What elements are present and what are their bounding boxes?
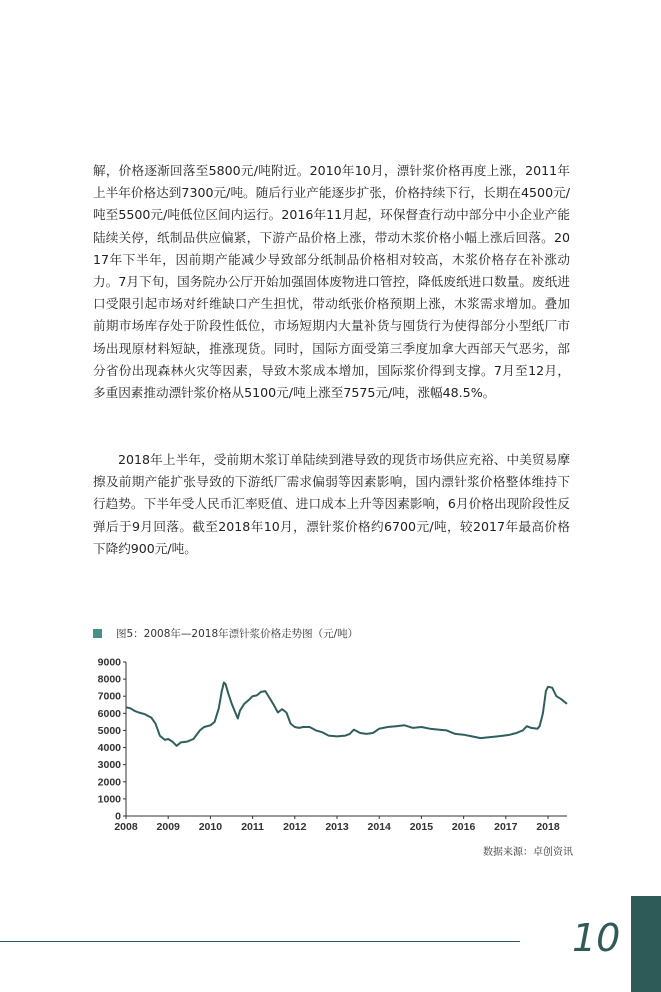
x-tick-label: 2008 — [114, 821, 138, 833]
x-tick-label: 2009 — [156, 821, 180, 833]
y-tick-label: 9000 — [97, 656, 121, 669]
figure-caption — [93, 626, 358, 641]
y-tick-label: 8000 — [97, 673, 121, 686]
x-tick-label: 2015 — [409, 821, 434, 833]
y-tick-label: 5000 — [97, 724, 121, 737]
x-tick-label: 2011 — [241, 821, 264, 833]
pulp-price-line — [126, 683, 567, 746]
y-tick-label: 3000 — [97, 759, 121, 772]
body-paragraph-2: 2018年上半年，受前期木浆订单陆续到港导致的现货市场供应充裕、中美贸易摩擦及前期产能扩张导致的下游纸厂需求偏弱等因素影响，国内漂针浆价格整体维持下行趋势。下半年受人民币汇率贬值、进口成本上升等因素影响，6月价格出现阶段性反弹后于9月回落。截至2018年10月，漂针浆价格约6700元/吨，较2017年最高价格下降约900元/吨。 — [93, 452, 570, 556]
x-tick-label: 2016 — [451, 821, 476, 833]
x-tick-label: 2014 — [367, 821, 391, 833]
y-tick-label: 2000 — [97, 776, 121, 789]
data-source: 数据来源：卓创资讯 — [483, 847, 573, 858]
x-tick-label: 2017 — [494, 821, 518, 833]
series-layer — [126, 683, 567, 746]
side-accent-bar — [631, 896, 661, 992]
y-tick-label: 1000 — [97, 793, 121, 806]
x-tick-label: 2018 — [536, 821, 560, 833]
y-tick-label: 4000 — [97, 742, 121, 755]
x-tick-label: 2012 — [283, 821, 307, 833]
page-number: 10 — [572, 916, 621, 960]
caption-square-icon — [93, 629, 102, 638]
footer-divider — [0, 941, 520, 942]
x-tick-label: 2010 — [198, 821, 223, 833]
body-paragraph-1: 解，价格逐渐回落至5800元/吨附近。2010年10月，漂针浆价格再度上涨，2011年上半年价格达到7300元/吨。随后行业产能逐步扩张，价格持续下行，长期在4500元/吨至5500元/吨低位区间内运行。2016年11月起，环保督查行动中部分中小企业产能陆续关停，纸制品供应偏紧，下游产品价格上涨，带动木浆价格小幅上涨后回落。2017年下半年，因前期产能减少导致部分纸制品价格相对较高，木浆价格存在补涨动力。7月下旬，国务院办公厅开始加强固体废物进口管控，降低废纸进口数量。废纸进口受限引起市场对纤维缺口产生担忧，带动纸张价格预期上涨，木浆需求增加。叠加前期市场库存处于阶段性低位，市场短期内大量补货与囤货行为使得部分小型纸厂市场出现原材料短缺，推涨现货。同时，国际方面受第三季度加拿大西部天气恶劣，部分省份出现森林火灾等因素，导致木浆成本增加，国际浆价得到支撑。7月至12月，多重因素推动漂针浆价格从5100元/吨上涨至7575元/吨，涨幅48.5%。 — [93, 163, 570, 401]
y-tick-label: 0 — [115, 810, 121, 823]
y-axis — [98, 657, 126, 823]
y-tick-label: 7000 — [97, 690, 121, 703]
price-line-chart — [88, 652, 573, 837]
figure-caption-text: 图5：2008年—2018年漂针浆价格走势图（元/吨） — [116, 628, 359, 640]
x-axis — [114, 816, 567, 833]
y-tick-label: 6000 — [97, 707, 121, 720]
x-tick-label: 2013 — [325, 821, 349, 833]
